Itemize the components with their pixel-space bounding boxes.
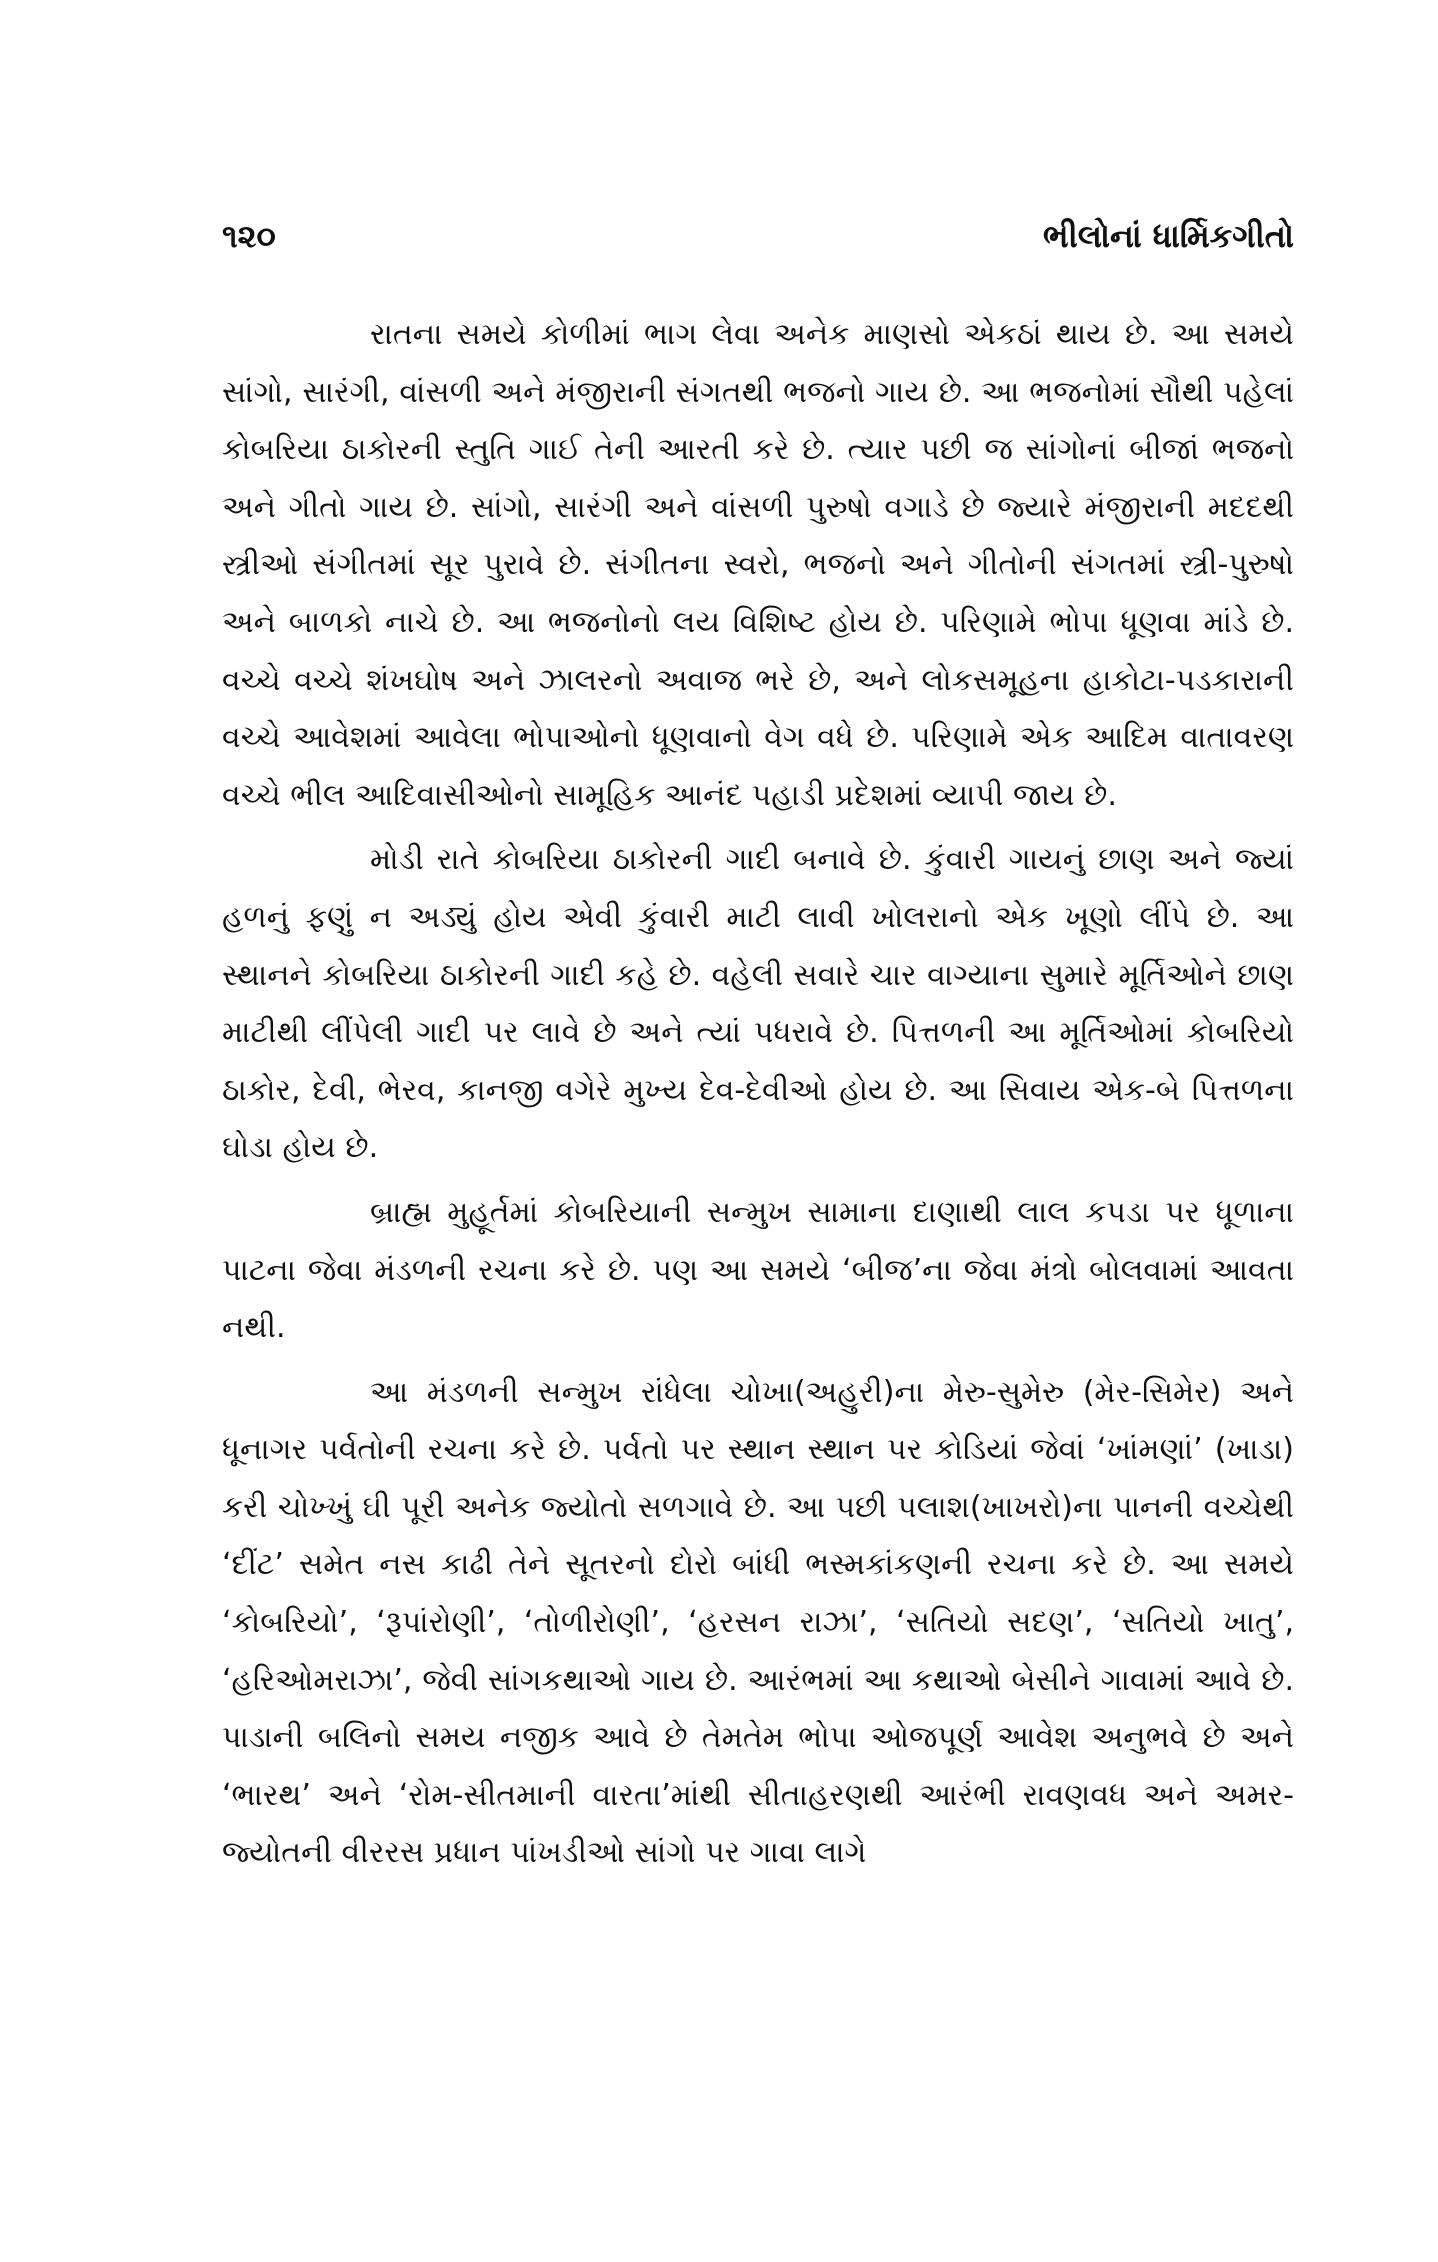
page-number: ૧૨૦ <box>222 217 276 255</box>
paragraph-3: બ્રાહ્મ મુહૂર્તમાં કોબરિયાની સન્મુખ સામાના દાણાથી લાલ કપડા પર ધૂળાના પાટના જેવા મંડળની રચના કરે છે. પણ આ સમયે ‘બીજ’ના જેવા મંત્રો બોલવામાં આવતા નથી. <box>222 1194 1294 1346</box>
paragraph-2: મોડી રાતે કોબરિયા ઠાકોરની ગાદી બનાવે છે. કુંવારી ગાયનું છાણ અને જ્યાં હળનું ફણું ન અડ્યું હોય એવી કુંવારી માટી લાવી ખોલરાનો એક ખૂણો લીંપે છે. આ સ્થાનને કોબરિયા ઠાકોરની ગાદી કહે છે. વહેલી સવારે ચાર વાગ્યાના સુમારે મૂર્તિઓને છાણ માટીથી લીંપેલી ગાદી પર લાવે છે અને ત્યાં પધરાવે છે. પિત્તળની આ મૂર્તિઓમાં કોબરિયો ઠાકોર, દેવી, ભેરવ, કાનજી વગેરે મુખ્ય દેવ-દેવીઓ હોય છે. આ સિવાય એક-બે પિત્તળના ઘોડા હોય છે. <box>222 842 1294 1166</box>
body-text <box>222 306 1294 1882</box>
paragraph-1: રાતના સમયે કોળીમાં ભાગ લેવા અનેક માણસો એકઠાં થાય છે. આ સમયે સાંગો, સારંગી, વાંસળી અને મંજીરાની સંગતથી ભજનો ગાય છે. આ ભજનોમાં સૌથી પહેલાં કોબરિયા ઠાકોરની સ્તુતિ ગાઈ તેની આરતી કરે છે. ત્યાર પછી જ સાંગોનાં બીજાં ભજનો અને ગીતો ગાય છે. સાંગો, સારંગી અને વાંસળી પુરુષો વગાડે છે જ્યારે મંજીરાની મદદથી સ્ત્રીઓ સંગીતમાં સૂર પુરાવે છે. સંગીતના સ્વરો, ભજનો અને ગીતોની સંગતમાં સ્ત્રી-પુરુષો અને બાળકો નાચે છે. આ ભજનોનો લય વિશિષ્ટ હોય છે. પરિણામે ભોપા ધૂણવા માંડે છે. વચ્ચે વચ્ચે શંખઘોષ અને ઝાલરનો અવાજ ભરે છે, અને લોકસમૂહના હાકોટા-પડકારાની વચ્ચે આવેશમાં આવેલા ભોપાઓનો ધૂણવાનો વેગ વધે છે. પરિણામે એક આદિમ વાતાવરણ વચ્ચે ભીલ આદિવાસીઓનો સામૂહિક આનંદ પહાડી પ્રદેશમાં વ્યાપી જાય છે. <box>222 317 1294 813</box>
page-header <box>222 206 1294 266</box>
paragraph-4: આ મંડળની સન્મુખ રાંધેલા ચોખા(અહુરી)ના મેરુ-સુમેરુ (મેર-સિમેર) અને ધૂનાગર પર્વતોની રચના કરે છે. પર્વતો પર સ્થાન સ્થાન પર કોડિયાં જેવાં ‘ખાંમણાં’ (ખાડા) કરી ચોખ્ખું ઘી પૂરી અનેક જ્યોતો સળગાવે છે. આ પછી પલાશ(ખાખરો)ના પાનની વચ્ચેથી ‘દીંટ’ સમેત નસ કાઢી તેને સૂતરનો દોરો બાંધી ભસ્મકાંકણની રચના કરે છે. આ સમયે ‘કોબરિયો’, ‘રૂપાંરોણી’, ‘તોળીરોણી’, ‘હરસન રાઝા’, ‘સતિયો સદણ’, ‘સતિયો ખાતુ’, ‘હરિઓમરાઝા’, જેવી સાંગકથાઓ ગાય છે. આરંભમાં આ કથાઓ બેસીને ગાવામાં આવે છે. પાડાની બલિનો સમય નજીક આવે છે તેમતેમ ભોપા ઓજપૂર્ણ આવેશ અનુભવે છે અને ‘ભારથ’ અને ‘રોમ-સીતમાની વારતા’માંથી સીતાહરણથી આરંભી રાવણવધ અને અમર-જ્યોતની વીરરસ પ્રધાન પાંખડીઓ સાંગો પર ગાવા લાગે <box>222 1374 1294 1871</box>
running-title: ભીલોનાં ધાર્મિકગીતો <box>1043 217 1294 255</box>
